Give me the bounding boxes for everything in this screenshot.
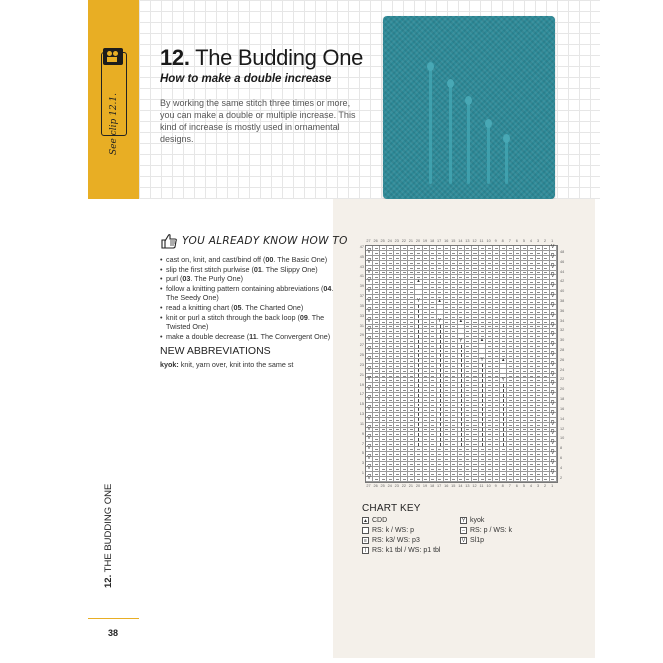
title-text: The Budding One [195, 45, 364, 70]
key-item-purl: – RS: p / WS: k [460, 527, 512, 534]
key-item-k3: ≡ RS: k3/ WS: p3 [362, 537, 420, 544]
list-item: • knit or purl a stitch through the back loop (09. The Twisted One) [160, 313, 340, 332]
key-item-knit: RS: k / WS: p [362, 527, 414, 534]
chart-cell [408, 477, 415, 482]
knit-symbol-icon [362, 527, 369, 534]
chart-cell [507, 477, 514, 482]
thumbs-up-icon [160, 233, 178, 249]
key-item-slip: V Sl1p [461, 537, 485, 544]
chart-cell [380, 477, 387, 482]
video-camera-icon [103, 48, 123, 65]
list-item: • slip the first stitch purlwise (01. The Slippy One) [160, 265, 340, 275]
page-number: 38 [108, 628, 119, 638]
list-item: • make a double decrease (11. The Convergent One) [160, 332, 340, 342]
chart-cell [486, 477, 493, 482]
cdd-symbol-icon: ▲ [363, 518, 368, 524]
chart-column-labels-top: 27 26 25 24 23 22 21 20 19 18 17 16 15 14 13 12 11 10 9 8 7 6 5 4 3 2 1 [366, 239, 554, 243]
chart-cell [528, 477, 535, 482]
chart-cell [430, 477, 437, 482]
new-abbreviations-title: NEW ABBREVIATIONS [160, 345, 271, 357]
already-know-heading [160, 233, 348, 249]
chart-cell [550, 477, 557, 482]
clip-label: See clip 12.1. [109, 93, 119, 155]
page-title [160, 45, 363, 71]
chart-cell [536, 477, 543, 482]
chart-cell [514, 477, 521, 482]
chart-row-labels-left: 47 45 43 41 39 37 35 33 31 29 27 25 23 21 19 17 15 13 11 9 7 5 3 1 [359, 245, 364, 476]
chapter-side-label: 12. THE BUDDING ONE [103, 483, 114, 588]
chart-cell [543, 477, 550, 482]
key-item-cdd: ▲ CDD [363, 517, 388, 524]
already-know-title: YOU ALREADY KNOW HOW TO [182, 235, 348, 247]
k3-symbol-icon: ≡ [362, 537, 369, 544]
chart-cell [423, 477, 430, 482]
list-item: • read a knitting chart (05. The Charted One) [160, 303, 340, 313]
chart-cell [387, 477, 394, 482]
chart-cell [394, 477, 401, 482]
chart-cell [465, 477, 472, 482]
chart-cell [479, 477, 486, 482]
chart-cell [493, 477, 500, 482]
footer-rule [88, 618, 139, 619]
chart-column-labels-bottom: 27 26 25 24 23 22 21 20 19 18 17 16 15 14 13 12 11 10 9 8 7 6 5 4 3 2 1 [366, 484, 554, 488]
title-number: 12. [160, 45, 190, 70]
list-item: • purl (03. The Purly One) [160, 274, 340, 284]
chart-row-labels-right: 48 46 44 42 40 38 36 34 32 30 28 26 24 22 20 18 16 14 12 10 8 6 4 2 [560, 249, 565, 480]
chart-cell [437, 477, 444, 482]
chart-cell [472, 477, 479, 482]
list-item: • follow a knitting pattern containing abbreviations (04. The Seedy One) [160, 284, 340, 303]
tbl-symbol-icon: ǀ [362, 547, 369, 554]
already-know-list [160, 255, 340, 341]
chart-cell [444, 477, 451, 482]
chart-cell [366, 477, 373, 482]
purl-symbol-icon: – [460, 527, 467, 534]
chart-cell [458, 477, 465, 482]
knitting-chart [365, 245, 558, 483]
abbreviation-definition: kyok: knit, yarn over, knit into the same st [160, 360, 294, 369]
subtitle: How to make a double increase [160, 73, 332, 85]
chart-key-title: CHART KEY [362, 503, 421, 514]
slip-symbol-icon: V [461, 538, 466, 544]
key-item-tbl: ǀ RS: k1 tbl / WS: p1 tbl [362, 547, 440, 554]
chart-cell [521, 477, 528, 482]
chart-cell [401, 477, 408, 482]
kyok-symbol-icon: Y [461, 518, 466, 524]
chart-cell [500, 477, 507, 482]
knitted-swatch-photo [383, 16, 555, 199]
list-item: • cast on, knit, and cast/bind off (00. The Basic One) [160, 255, 340, 265]
chart-cell [373, 477, 380, 482]
chart-cell [415, 477, 422, 482]
key-item-kyok: Y kyok [461, 517, 485, 524]
intro-paragraph: By working the same stitch three times or more, you can make a double or multiple increase. This kind of increase is mostly used in ornamental designs. [160, 98, 356, 144]
chart-cell [451, 477, 458, 482]
